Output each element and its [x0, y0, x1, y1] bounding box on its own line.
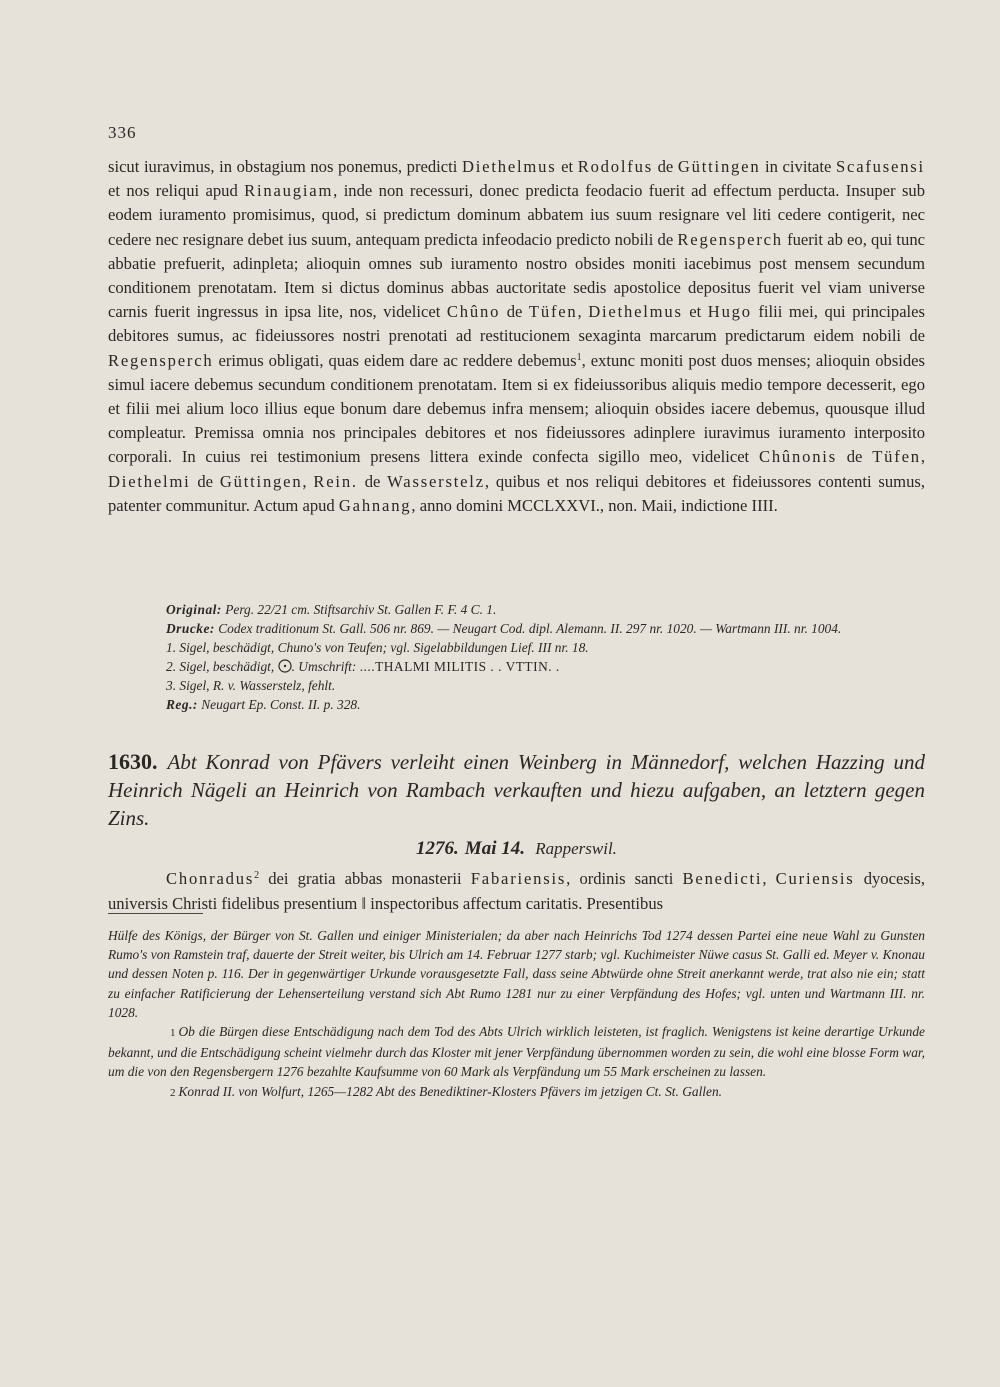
spaced-name: Güttingen [219, 471, 303, 491]
spaced-name: Diethelmi [108, 471, 191, 491]
original-line [108, 600, 925, 619]
seal-note-1: 1. Sigel, beschädigt, Chuno's von Teufen; vgl. Sigelabbildungen Lief. III nr. 18. [166, 640, 589, 655]
spaced-name: Diethelmus [461, 157, 557, 176]
charter-year: 1276. [416, 838, 459, 859]
text-run: de [190, 471, 220, 491]
text-run: sicut iuravimus, in obstagium nos ponemus, predicti [108, 157, 462, 176]
charter-1630 [108, 748, 925, 916]
text-run: , [762, 869, 776, 888]
text-run: , extunc moniti post duos menses; alioquin obsides simul iacere debemus secundum conditionem prenotatam. Item si ex fideiussoribus aliquis medio tempore decesserit, ego et filii mei alium loco illius eque bonum dare debemus infra mensem; alioquin obsides iacere debemus, quousque illud compleatur. Premissa omnia nos principales debitores et nos fideiussores adinplere iuravimus iuramento interposito corporali. In cuius rei testimonium presens littera exinde confecta sigillo meo, videlicet [108, 350, 926, 467]
spaced-name: Hugo [707, 302, 752, 322]
text-run: dyocesis, universis Christi fidelibus presentium ‖ inspectoribus affectum caritatis. Presentibus [108, 869, 925, 913]
main-paragraph [108, 155, 925, 518]
spaced-name: Benedicti [682, 869, 763, 888]
seal-note-2: 2. Sigel, beschädigt, . Umschrift: ....THALMI MILITIS . . VTTIN. . [166, 659, 560, 674]
spaced-name: Chonradus [166, 869, 255, 888]
charter-title: Abt Konrad von Pfävers verleiht einen Weinberg in Männedorf, welchen Hazzing und Heinrich Nägeli an Heinrich von Rambach verkauften und hiezu aufgaben, an letztern gegen Zins. [108, 750, 925, 830]
footnote-number: 2 [170, 1086, 176, 1099]
seal2-legend: ....THALMI MILITIS . . VTTIN. . [359, 659, 560, 674]
spaced-name: Regensperch [677, 229, 783, 249]
footnote-text: Ob die Bürgen diese Entschädigung nach dem Tod des Abts Ulrich wirklich leisteten, ist fraglich. Wenigstens ist keine derartige Urkunde bekannt, und die Entschädigung scheint vielmehr durch das Kloster mit jener Verpfändung übernommen worden zu sein, die wohl eine blosse Form war, um die von den Regensbergern 1276 bezahlte Kaufsumme von 60 Mark als Verpfändung um 55 Mark erscheinen zu lassen. [108, 1024, 925, 1080]
footnote-divider [108, 913, 203, 914]
spaced-name: Rodolfus [577, 157, 653, 176]
footnote-ref: 1 [576, 351, 582, 363]
spaced-name: Fabariensis [470, 869, 567, 888]
charter-opening [108, 866, 925, 916]
spaced-name: Rinaugiam [244, 181, 334, 201]
text-run: de [357, 471, 388, 491]
spaced-name: Tüfen [528, 302, 578, 322]
text-run: et [682, 302, 708, 322]
page-number: 336 [108, 123, 137, 142]
text-run: , anno domini MCCLXXVI., non. Maii, indictione IIII. [411, 495, 778, 515]
reg-label: Reg.: [166, 697, 198, 712]
seal2-text: 2. Sigel, beschädigt, [166, 659, 275, 674]
text-run: , [920, 447, 925, 467]
spaced-name: Güttingen [677, 157, 761, 176]
drucke-text: Codex traditionum St. Gall. 506 nr. 869. — Neugart Cod. dipl. Alemann. II. 297 nr. 1020. — Wartmann III. nr. 1004. [218, 621, 842, 636]
charter-number: 1630. [108, 749, 158, 774]
text-run: et [556, 157, 578, 176]
charter-heading [108, 748, 925, 832]
spaced-name: Rein. [313, 471, 358, 491]
footnote-1 [108, 1022, 925, 1082]
seal2-umschrift: Umschrift: [298, 659, 357, 674]
original-label: Original: [166, 602, 222, 617]
text-run: filii mei, qui principales debitores sumus, ac fideiussores nostri prenotati ad restitucionem sexaginta marcarum predictarum eidem nobili de [108, 302, 925, 346]
charter-day: Mai 14. [464, 838, 525, 859]
text-run: , quibus et nos reliqui debitores et fideiussores contenti sumus, patenter communitur. Actum apud [108, 471, 925, 515]
footnote-text: Konrad II. von Wolfurt, 1265—1282 Abt des Benediktiner-Klosters Pfävers im jetzigen Ct. St. Gallen. [178, 1083, 722, 1099]
seal-note-3: 3. Sigel, R. v. Wasserstelz, fehlt. [166, 678, 336, 693]
drucke-label: Drucke: [166, 621, 215, 636]
charter-date-line [108, 838, 925, 860]
reg-text: Neugart Ep. Const. II. p. 328. [201, 697, 361, 712]
original-text: Perg. 22/21 cm. Stiftsarchiv St. Gallen F. F. 4 C. 1. [225, 602, 497, 617]
footnote-continuation: Hülfe des Königs, der Bürger von St. Gallen und einiger Ministerialen; da aber nach Heinrichs Tod 1274 dessen Partei eine neue Wahl zu Gunsten Rumo's von Ramstein traf, dauerte der Streit weiter, bis Ulrich am 14. Februar 1277 starb; vgl. Kuchimeister Nüwe casus St. Galli ed. Meyer v. Knonau und dessen Noten p. 116. Der in gegenwärtiger Urkunde vorausgesetzte Fall, dass seine Abtwürde ohne Streit anerkannt werde, trat also nie ein; statt zu einfacher Ratificierung der Lehenserteilung verstand sich Abt Rumo 1281 nur zu einer Verpfändung des Hofes; vgl. unten und Wartmann III. nr. 1028. [108, 928, 925, 1020]
spaced-name: Gahnang [338, 495, 412, 515]
spaced-name: Scafusensi [836, 157, 925, 176]
charter-text-continued [108, 155, 925, 518]
reg-line [108, 695, 925, 714]
footnote-ref: 2 [254, 870, 260, 881]
spaced-name: Chûnonis [758, 447, 837, 467]
footnote-number: 1 [170, 1027, 176, 1040]
spaced-name: Chûno [446, 302, 501, 322]
source-apparatus [108, 600, 925, 714]
charter-place: Rapperswil. [535, 839, 617, 858]
text-run: , inde non recessuri, donec predicta feodacio fuerit ad effectum perducta. Insuper sub eodem iuramento promisimus, quod, si predictum dominum abbatem ius suum resignare vel liti cedere contigerit, nec cedere nec resignare debet ius suum, antequam predicta infeodacio predicto nobili de [108, 181, 926, 249]
drucke-line [108, 619, 925, 638]
text-run: dei gratia abbas monasterii [259, 869, 471, 888]
text-run: , ordinis sancti [566, 869, 683, 888]
spaced-name: Wasserstelz [387, 471, 485, 491]
text-run: et nos reliqui apud [108, 181, 245, 201]
text-run: fuerit ab eo, qui tunc abbatie prefuerit, adinpleta; alioquin omnes sub iuramento nostro obsides moniti iacebimus post mensem secundum conditionem prenotatam. Item si dictus dominus abbas auctoritate sedis apostolice depositus fuerit vel viam universe carnis fuerit ingressus in ipsa lite, nos, videlicet [108, 229, 925, 322]
text-run: de [500, 302, 529, 322]
text-run: de [836, 447, 873, 467]
round-seal-icon [278, 659, 292, 674]
spaced-name: Curiensis [775, 869, 855, 888]
text-run: , [302, 471, 314, 491]
spaced-name: Tüfen [872, 447, 921, 467]
footnote-2 [108, 1082, 925, 1103]
text-run: de [652, 157, 678, 176]
text-run: erimus obligati, quas eidem dare ac reddere debemus [213, 350, 577, 370]
text-run: in civitate [760, 157, 836, 176]
spaced-name: Diethelmus [588, 302, 683, 322]
footnotes [108, 926, 925, 1103]
spaced-name: Regensperch [108, 350, 214, 370]
text-run: , [577, 302, 589, 322]
